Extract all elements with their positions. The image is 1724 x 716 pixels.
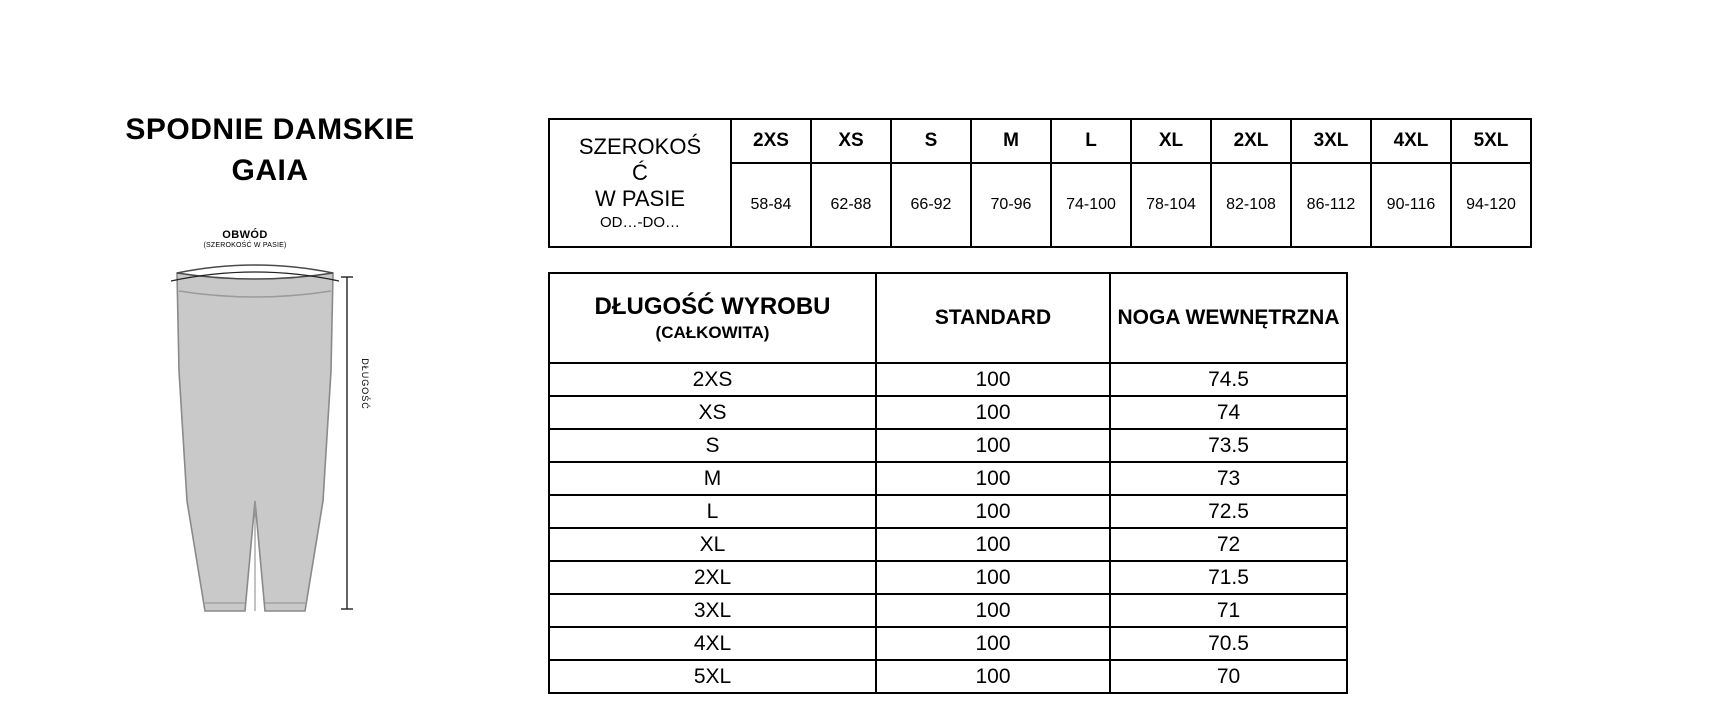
length-row-inner: 71 <box>1110 594 1347 627</box>
table-header-row <box>549 273 1347 363</box>
length-row-inner: 74 <box>1110 396 1347 429</box>
length-row-standard: 100 <box>876 594 1110 627</box>
size-header-cell: 5XL <box>1451 119 1531 163</box>
table-row <box>549 528 1347 561</box>
product-title-line1: SPODNIE DAMSKIE <box>125 113 415 146</box>
table-row <box>549 660 1347 693</box>
length-row-size: M <box>549 462 876 495</box>
waist-value-cell: 78-104 <box>1131 163 1211 247</box>
waist-table-label-line3: W PASIE <box>594 186 686 212</box>
size-header-cell: 2XS <box>731 119 811 163</box>
size-header-cell: S <box>891 119 971 163</box>
waist-value-cell: 86-112 <box>1291 163 1371 247</box>
length-row-standard: 100 <box>876 429 1110 462</box>
length-row-inner: 73 <box>1110 462 1347 495</box>
waist-table-label-line1: SZEROKOŚ <box>578 134 702 160</box>
length-row-inner: 72 <box>1110 528 1347 561</box>
length-row-size: 5XL <box>549 660 876 693</box>
waist-value-cell: 74-100 <box>1051 163 1131 247</box>
waist-value-cell: 94-120 <box>1451 163 1531 247</box>
waist-value-cell: 66-92 <box>891 163 971 247</box>
length-table-header-inner-leg: NOGA WEWNĘTRZNA <box>1110 273 1347 363</box>
size-header-cell: L <box>1051 119 1131 163</box>
table-row <box>549 462 1347 495</box>
length-row-size: 3XL <box>549 594 876 627</box>
length-row-standard: 100 <box>876 495 1110 528</box>
length-table-header-main <box>549 273 876 363</box>
waist-table-label-line2: Ć <box>632 160 648 186</box>
length-row-inner: 70 <box>1110 660 1347 693</box>
product-title-line2: GAIA <box>231 153 309 187</box>
length-row-inner: 72.5 <box>1110 495 1347 528</box>
page-title <box>60 110 480 191</box>
length-row-inner: 74.5 <box>1110 363 1347 396</box>
length-row-size: XS <box>549 396 876 429</box>
length-row-inner: 70.5 <box>1110 627 1347 660</box>
size-header-cell: XL <box>1131 119 1211 163</box>
length-row-standard: 100 <box>876 462 1110 495</box>
table-row <box>549 495 1347 528</box>
size-header-cell: XS <box>811 119 891 163</box>
length-row-standard: 100 <box>876 561 1110 594</box>
garment-diagram <box>155 229 385 619</box>
length-row-standard: 100 <box>876 396 1110 429</box>
length-row-inner: 73.5 <box>1110 429 1347 462</box>
length-row-size: XL <box>549 528 876 561</box>
pants-illustration <box>155 251 355 619</box>
length-row-size: 4XL <box>549 627 876 660</box>
table-row <box>549 561 1347 594</box>
length-table-header-standard: STANDARD <box>876 273 1110 363</box>
length-row-size: 2XL <box>549 561 876 594</box>
length-table-header-title: DŁUGOŚĆ WYROBU <box>594 293 831 321</box>
length-row-standard: 100 <box>876 660 1110 693</box>
length-table-header-subtitle: (CAŁKOWITA) <box>655 323 770 343</box>
table-row <box>549 429 1347 462</box>
table-row <box>549 396 1347 429</box>
length-row-standard: 100 <box>876 627 1110 660</box>
length-row-size: L <box>549 495 876 528</box>
size-header-cell: M <box>971 119 1051 163</box>
size-header-cell: 4XL <box>1371 119 1451 163</box>
waist-value-cell: 70-96 <box>971 163 1051 247</box>
waist-width-table <box>548 118 1532 248</box>
table-row <box>549 119 1531 163</box>
waist-measure-sublabel: (SZEROKOŚĆ W PASIE) <box>203 242 287 249</box>
waist-value-cell: 62-88 <box>811 163 891 247</box>
waist-value-cell: 82-108 <box>1211 163 1291 247</box>
table-row <box>549 627 1347 660</box>
length-row-standard: 100 <box>876 363 1110 396</box>
size-header-cell: 3XL <box>1291 119 1371 163</box>
waist-table-label-sub: OD…-DO… <box>600 214 680 232</box>
length-measure-label: DŁUGOŚĆ <box>360 358 371 410</box>
size-header-cell: 2XL <box>1211 119 1291 163</box>
waist-value-cell: 90-116 <box>1371 163 1451 247</box>
table-row <box>549 363 1347 396</box>
length-table <box>548 272 1348 694</box>
length-row-size: S <box>549 429 876 462</box>
product-info-panel <box>60 110 480 619</box>
length-row-standard: 100 <box>876 528 1110 561</box>
waist-table-label-cell <box>549 119 731 247</box>
length-row-size: 2XS <box>549 363 876 396</box>
waist-measure-label: OBWÓD <box>222 229 268 241</box>
table-row <box>549 594 1347 627</box>
waist-value-cell: 58-84 <box>731 163 811 247</box>
length-row-inner: 71.5 <box>1110 561 1347 594</box>
